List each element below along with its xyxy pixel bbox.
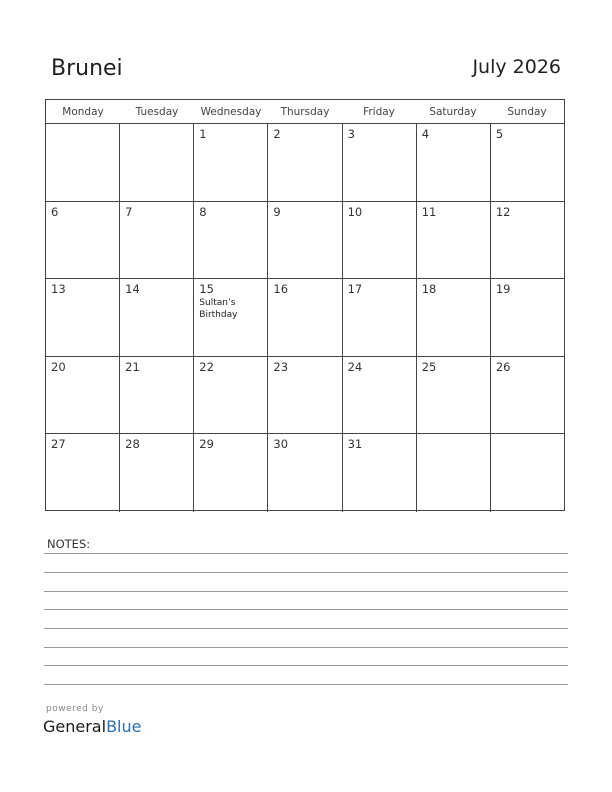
country-title: Brunei (51, 56, 123, 81)
day-cell (491, 357, 564, 434)
day-cell-holiday (194, 279, 268, 356)
day-cell (417, 279, 491, 356)
week-row (46, 434, 564, 512)
notes-line (44, 572, 568, 573)
brand-general: General (43, 717, 107, 736)
day-number: 17 (347, 282, 363, 297)
brand-blue: Blue (106, 717, 142, 736)
generalblue-logo (43, 717, 141, 736)
day-cell (343, 124, 417, 201)
day-cell (194, 357, 268, 434)
notes-line (44, 647, 568, 648)
day-cell (268, 124, 342, 201)
day-cell (46, 279, 120, 356)
notes-line (44, 665, 568, 666)
day-cell (268, 357, 342, 434)
day-cell (343, 279, 417, 356)
notes-line (44, 553, 568, 554)
day-cell (417, 357, 491, 434)
day-cell (268, 434, 342, 512)
day-number: 24 (347, 359, 363, 374)
day-number: 10 (347, 204, 363, 219)
holiday-label-line: Sultan’s (199, 298, 236, 309)
day-number: 23 (273, 359, 289, 374)
holiday-label-line: Birthday (199, 310, 238, 321)
weekday-label: Thursday (280, 106, 330, 118)
day-number: 2 (273, 127, 281, 141)
week-row (46, 202, 564, 280)
day-cell (120, 357, 194, 434)
weekday-header (46, 100, 564, 124)
day-number: 7 (125, 204, 133, 219)
notes-line (44, 609, 568, 610)
day-number: 26 (495, 359, 511, 374)
day-number: 30 (273, 437, 289, 452)
day-cell (343, 434, 417, 512)
day-cell (268, 279, 342, 356)
weekday-label: Wednesday (200, 106, 262, 118)
day-number: 14 (125, 282, 140, 297)
notes-line (44, 684, 568, 685)
day-cell (194, 124, 268, 201)
day-cell (120, 434, 194, 512)
day-cell (120, 202, 194, 279)
day-number: 22 (199, 359, 214, 374)
day-number: 19 (495, 282, 511, 297)
day-number: 31 (347, 437, 363, 452)
day-number: 4 (421, 127, 430, 141)
day-number: 20 (51, 359, 66, 374)
day-cell (194, 434, 268, 512)
day-cell (491, 202, 564, 279)
day-cell (194, 202, 268, 279)
powered-by-text: powered by (46, 704, 104, 714)
day-number: 1 (199, 127, 207, 141)
day-cell (491, 124, 564, 201)
holiday-label (199, 297, 262, 321)
day-number: 12 (495, 204, 511, 219)
day-number: 13 (51, 282, 66, 297)
day-cell (343, 202, 417, 279)
weekday-label: Monday (62, 106, 104, 118)
week-row (46, 279, 564, 357)
notes-label: NOTES: (47, 537, 91, 551)
day-number: 29 (199, 437, 214, 452)
day-number: 28 (125, 437, 140, 452)
weekday-label: Tuesday (135, 106, 179, 118)
day-number: 15 (199, 282, 214, 297)
day-cell (46, 357, 120, 434)
month-title: July 2026 (472, 56, 561, 78)
day-cell (491, 279, 564, 356)
day-cell (343, 357, 417, 434)
day-number: 25 (421, 359, 437, 374)
day-cell (417, 124, 491, 201)
day-number: 11 (421, 204, 437, 219)
week-row (46, 357, 564, 435)
calendar-grid (45, 99, 565, 511)
day-number: 27 (51, 437, 66, 452)
day-number: 8 (199, 204, 207, 219)
day-number: 3 (347, 127, 355, 141)
day-cell (46, 124, 120, 201)
day-cell (491, 434, 564, 512)
notes-line (44, 628, 568, 629)
weekday-label: Sunday (507, 106, 547, 118)
day-number: 21 (125, 359, 140, 374)
day-cell (417, 202, 491, 279)
day-number: 5 (495, 127, 504, 141)
day-cell (46, 202, 120, 279)
weekday-label: Friday (363, 106, 395, 118)
day-number: 18 (421, 282, 437, 297)
day-cell (120, 124, 194, 201)
week-row (46, 124, 564, 202)
day-number: 6 (51, 204, 59, 219)
day-cell (46, 434, 120, 512)
weekday-label: Saturday (429, 106, 477, 118)
day-cell (268, 202, 342, 279)
day-number: 16 (273, 282, 289, 297)
notes-line (44, 591, 568, 592)
day-cell (120, 279, 194, 356)
day-cell (417, 434, 491, 512)
day-number: 9 (273, 204, 281, 219)
